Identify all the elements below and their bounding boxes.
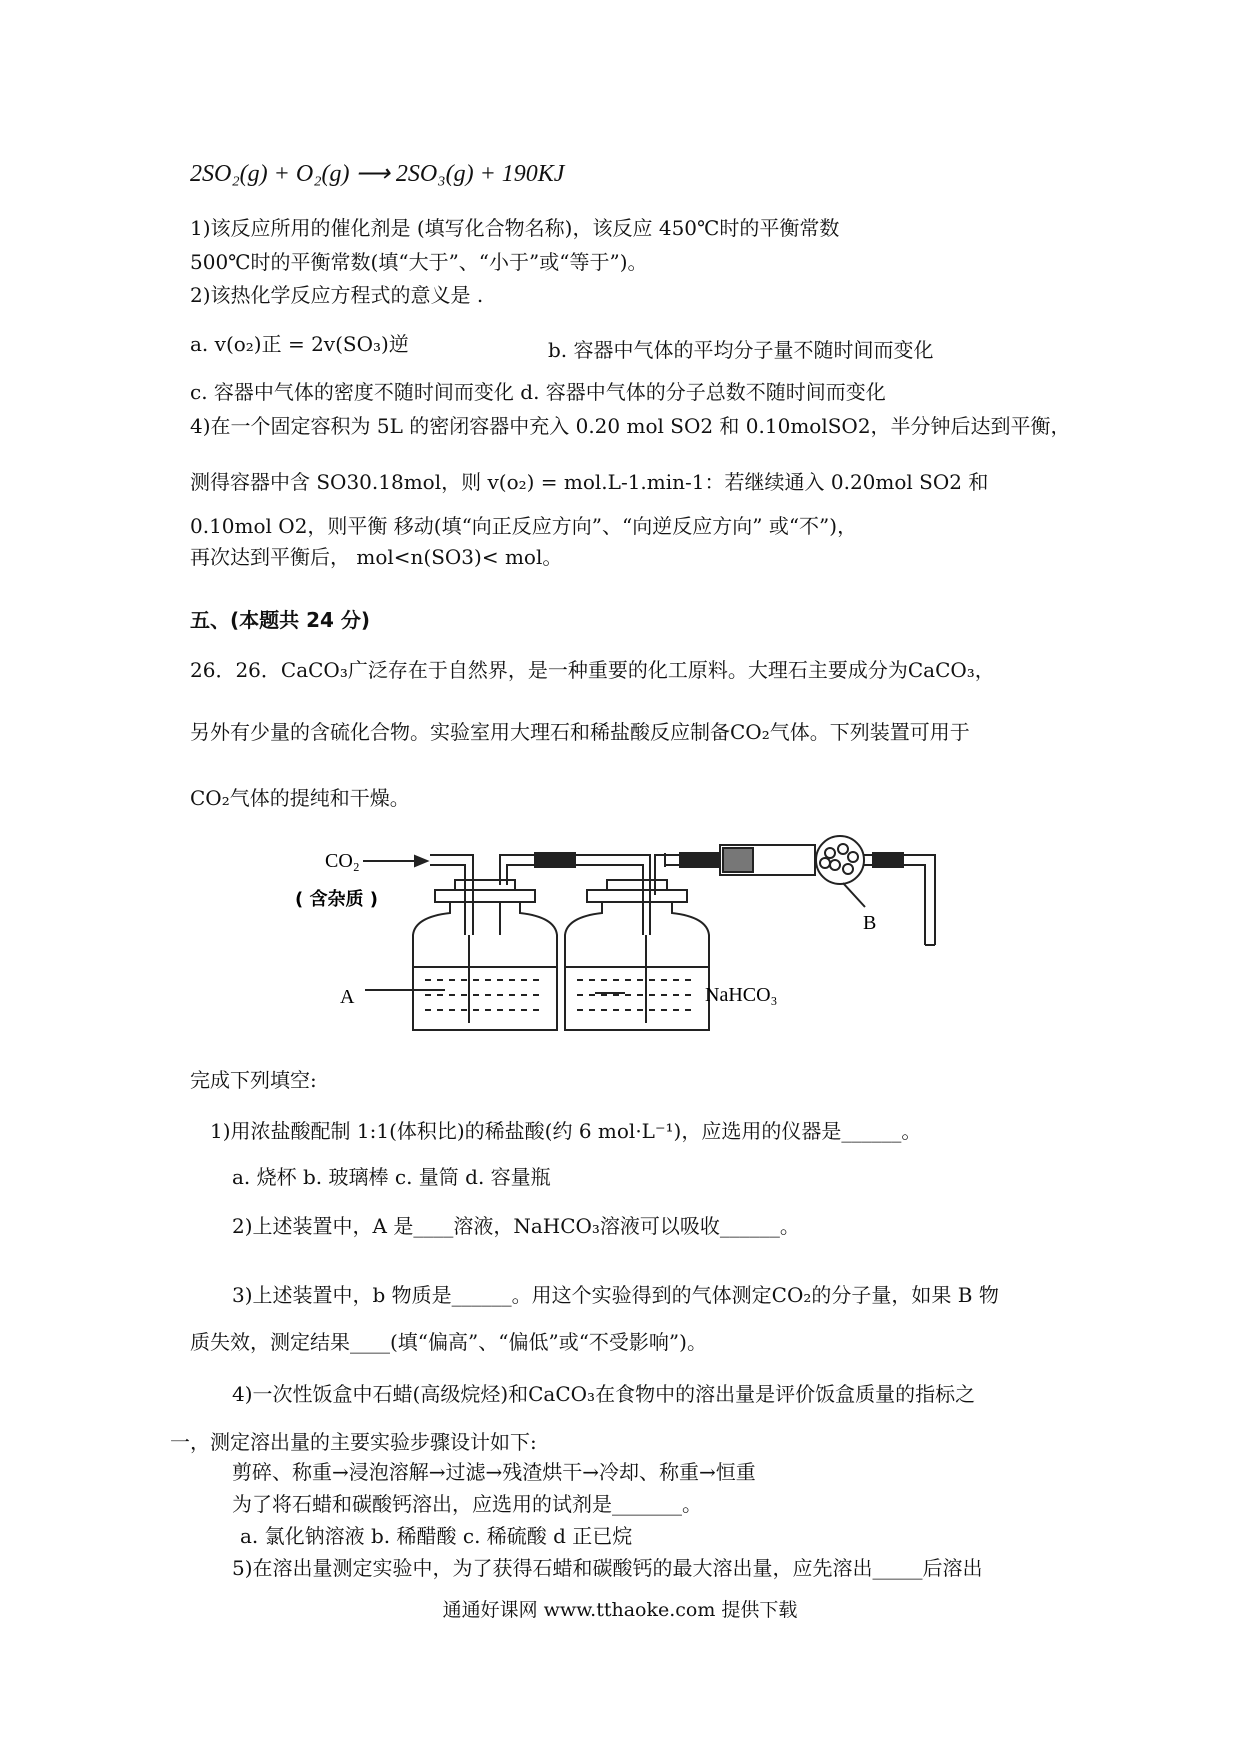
label-nahco3: NaHCO₃ — [705, 984, 778, 1006]
subquestion-4: 剪碎、称重→浸泡溶解→过滤→残渣烘干→冷却、称重→恒重 — [232, 1460, 756, 1484]
subquestion-2: 2)上述装置中，A 是____溶液，NaHCO₃溶液可以吸收______。 — [232, 1214, 800, 1238]
subquestion-1: 1)用浓盐酸配制 1:1(体积比)的稀盐酸(约 6 mol·L⁻¹)，应选用的仪器是______。 — [210, 1119, 922, 1143]
question-line: 500℃时的平衡常数(填“大于”、“小于”或“等于”)。 — [190, 250, 648, 274]
gas-purification-apparatus-diagram — [295, 835, 955, 1045]
question-26-line: 另外有少量的含硫化合物。实验室用大理石和稀盐酸反应制备CO₂气体。下列装置可用于 — [190, 720, 970, 744]
co2-label: CO₂ — [325, 850, 360, 872]
subquestion-1-options: a. 烧杯 b. 玻璃棒 c. 量筒 d. 容量瓶 — [232, 1165, 551, 1189]
question-line: 0.10mol O2，则平衡 移动(填“向正反应方向”、“向逆反应方向” 或“不”)， — [190, 514, 858, 538]
subquestion-4: 一，测定溶出量的主要实验步骤设计如下: — [170, 1430, 537, 1454]
subquestion-5: 5)在溶出量测定实验中，为了获得石蜡和碳酸钙的最大溶出量，应先溶出_____后溶出 — [232, 1556, 983, 1580]
option-cd: c. 容器中气体的密度不随时间而变化 d. 容器中气体的分子总数不随时间而变化 — [190, 380, 886, 404]
fill-instruction: 完成下列填空: — [190, 1068, 317, 1092]
option-b: b. 容器中气体的平均分子量不随时间而变化 — [548, 338, 934, 362]
label-a: A — [340, 986, 355, 1008]
reaction-equation: 2SO₂(g) + O₂(g) ⟶ 2SO₃(g) + 190KJ — [190, 161, 565, 187]
question-line: 测得容器中含 SO30.18mol，则 v(o₂) = mol.L-1.min-1：若继续通入 0.20mol SO2 和 — [190, 470, 989, 494]
subquestion-4-options: a. 氯化钠溶液 b. 稀醋酸 c. 稀硫酸 d 正已烷 — [240, 1524, 633, 1548]
question-line: 再次达到平衡后， mol<n(SO3)< mol。 — [190, 545, 563, 569]
footer: 通通好课网 www.tthaoke.com 提供下载 — [442, 1599, 798, 1621]
question-26-line: CO₂气体的提纯和干燥。 — [190, 786, 410, 810]
question-line: 2)该热化学反应方程式的意义是 . — [190, 283, 484, 307]
subquestion-4: 为了将石蜡和碳酸钙溶出，应选用的试剂是_______。 — [232, 1492, 702, 1516]
question-26-line: 26．26．CaCO₃广泛存在于自然界，是一种重要的化工原料。大理石主要成分为CaCO₃， — [190, 658, 995, 682]
impurity-label: ( 含杂质 ) — [295, 889, 378, 910]
section-heading: 五、(本题共 24 分) — [190, 608, 371, 632]
label-b: B — [863, 912, 877, 934]
subquestion-3: 质失效，测定结果____(填“偏高”、“偏低”或“不受影响”)。 — [190, 1330, 707, 1354]
subquestion-3: 3)上述装置中，b 物质是______。用这个实验得到的气体测定CO₂的分子量，如果 B 物 — [232, 1283, 999, 1307]
question-line: 1)该反应所用的催化剂是 (填写化合物名称)，该反应 450℃时的平衡常数 — [190, 216, 840, 240]
subquestion-4: 4)一次性饭盒中石蜡(高级烷烃)和CaCO₃在食物中的溶出量是评价饭盒质量的指标之 — [232, 1382, 976, 1406]
option-a: a. v(o₂)正 = 2v(SO₃)逆 — [190, 332, 409, 356]
question-line: 4)在一个固定容积为 5L 的密闭容器中充入 0.20 mol SO2 和 0.10molSO2，半分钟后达到平衡， — [190, 414, 1071, 438]
